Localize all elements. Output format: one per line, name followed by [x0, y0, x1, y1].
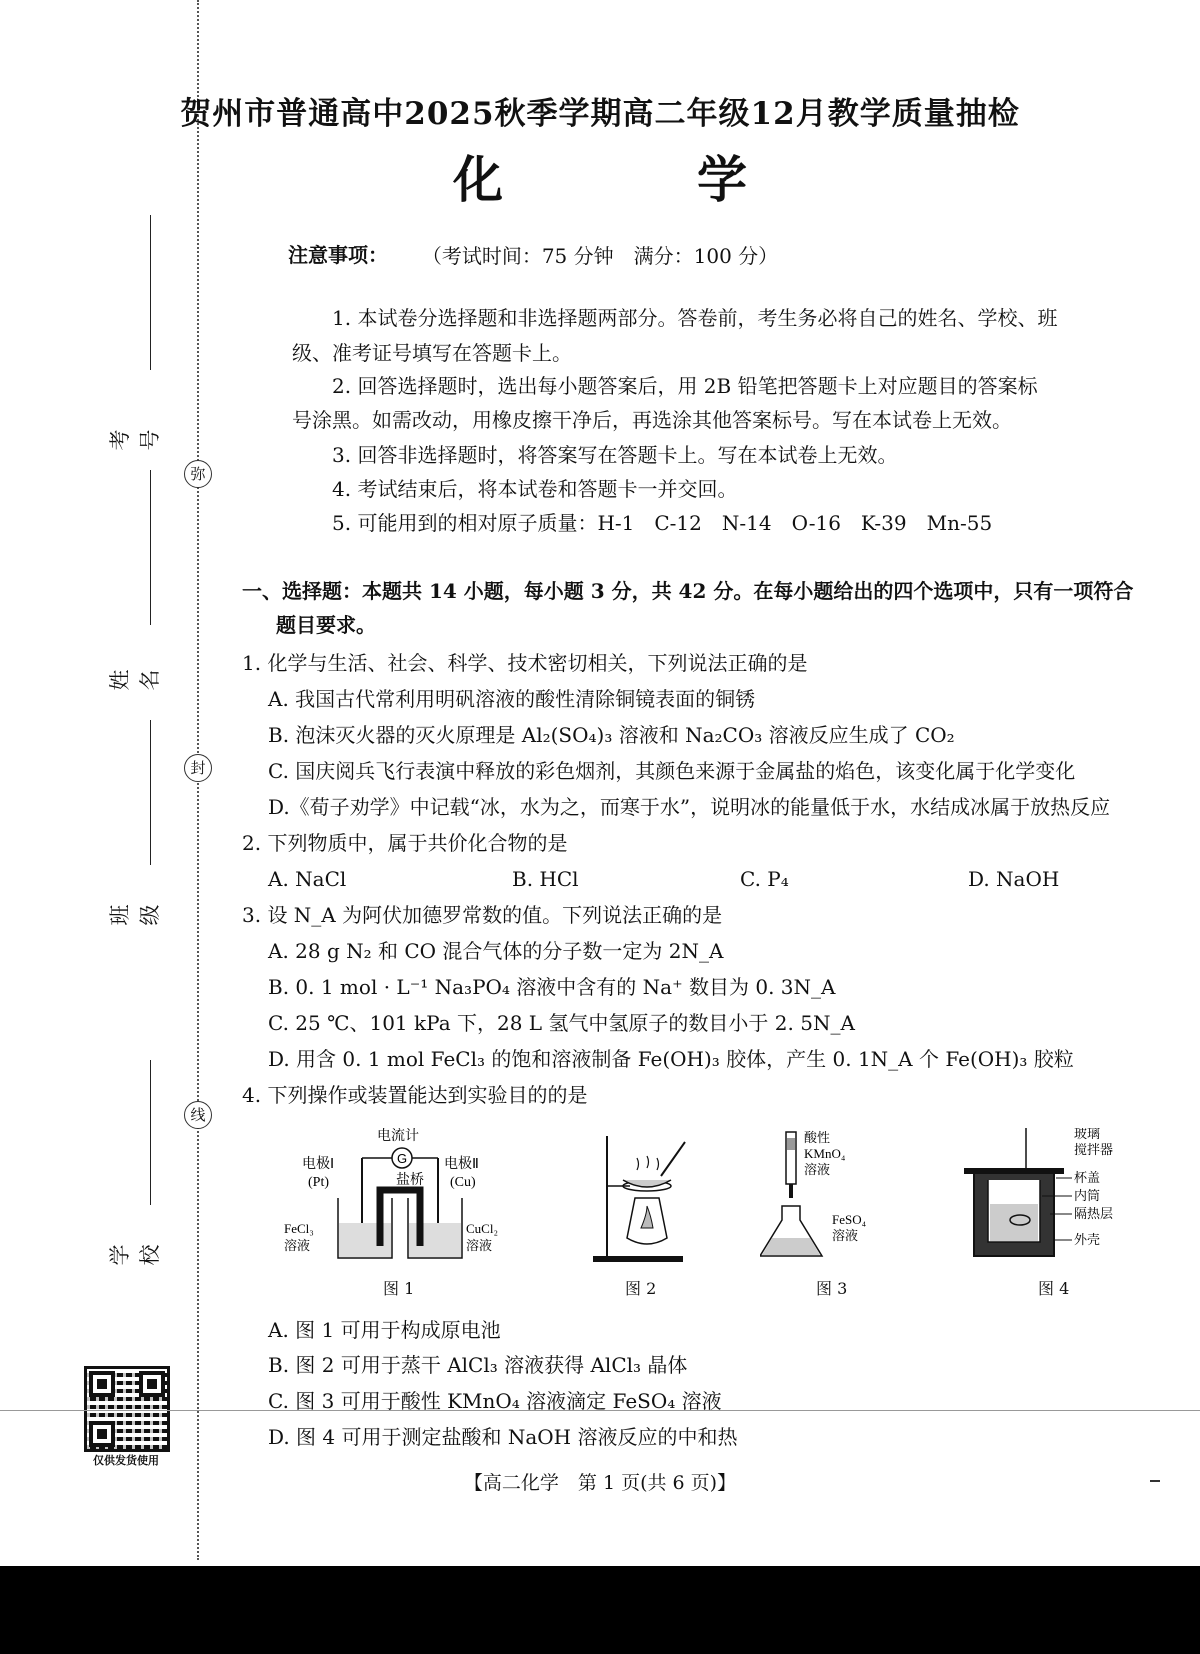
section-heading: 一、选择题：本题共 14 小题，每小题 3 分，共 42 分。在每小题给出的四个选项中，只有一项符合 [242, 579, 1134, 603]
q3-option-d: D. 用含 0. 1 mol FeCl₃ 的饱和溶液制备 Fe(OH)₃ 胶体，产生 0. 1N_A 个 Fe(OH)₃ 胶粒 [268, 1047, 1074, 1071]
section-heading-cont: 题目要求。 [276, 613, 376, 637]
figure-caption: 图 1 [383, 1279, 415, 1298]
exam-title: 贺州市普通高中2025秋季学期高二年级12月教学质量抽检 [180, 96, 1020, 132]
evaporation-diagram [575, 1128, 705, 1268]
exam-info: （考试时间：75 分钟 满分：100 分） [421, 244, 779, 268]
page-footer: 【高二化学 第 1 页(共 6 页)】 [463, 1472, 737, 1494]
figure-caption: 图 3 [816, 1279, 848, 1298]
svg-text:溶液: 溶液 [804, 1162, 831, 1177]
notice-item: 号涂黑。如需改动，用橡皮擦干净后，再选涂其他答案标号。写在本试卷上无效。 [292, 408, 1012, 432]
meter-label: 电流计 [377, 1129, 419, 1144]
svg-text:(Pt): (Pt) [308, 1175, 329, 1190]
q3-stem: 3. 设 N_A 为阿伏加德罗常数的值。下列说法正确的是 [242, 903, 723, 927]
svg-text:KMnO₄: KMnO₄ [804, 1146, 846, 1161]
q3-option-c: C. 25 ℃、101 kPa 下，28 L 氢气中氢原子的数目小于 2. 5N_A [268, 1011, 855, 1035]
calorimeter-diagram [960, 1128, 1130, 1268]
notice-item: 3. 回答非选择题时，将答案写在答题卡上。写在本试卷上无效。 [332, 443, 898, 467]
q2-option-d: D. NaOH [968, 867, 1060, 891]
q1-option-b: B. 泡沫灭火器的灭火原理是 Al₂(SO₄)₃ 溶液和 Na₂CO₃ 溶液反应生成了 CO₂ [268, 723, 955, 747]
scan-black-border [0, 1566, 1200, 1654]
q4-option-a: A. 图 1 可用于构成原电池 [268, 1318, 501, 1342]
q2-option-a: A. NaCl [268, 867, 347, 891]
q2-stem: 2. 下列物质中，属于共价化合物的是 [242, 831, 568, 855]
svg-text:溶液: 溶液 [284, 1238, 311, 1253]
q1-option-a: A. 我国古代常利用明矾溶液的酸性清除铜镜表面的铜锈 [268, 687, 756, 711]
scan-fold-line [0, 1410, 1200, 1411]
figure-3-titration [760, 1128, 910, 1298]
svg-text:CuCl₂: CuCl₂ [466, 1221, 498, 1236]
field-label: 学校 [108, 1244, 162, 1266]
qr-code [84, 1366, 170, 1452]
notice-item: 4. 考试结束后，将本试卷和答题卡一并交回。 [332, 477, 738, 501]
field-line [150, 720, 151, 865]
field-label: 班级 [108, 904, 162, 926]
svg-text:电极Ⅱ: 电极Ⅱ [444, 1157, 479, 1172]
notice-item: 5. 可能用到的相对原子质量：H-1 C-12 N-14 O-16 K-39 Mn-55 [332, 511, 993, 535]
titration-diagram [760, 1128, 910, 1268]
figure-1-galvanic-cell [280, 1128, 520, 1298]
field-label: 考号 [108, 429, 162, 451]
q4-option-c: C. 图 3 可用于酸性 KMnO₄ 溶液滴定 FeSO₄ 溶液 [268, 1389, 722, 1413]
svg-text:玻璃: 玻璃 [1074, 1128, 1101, 1141]
seal-char-xian: 线 [184, 1101, 212, 1129]
field-line [150, 470, 151, 625]
notice-item: 级、准考证号填写在答题卡上。 [292, 341, 572, 365]
galvanometer-symbol: G [397, 1151, 408, 1166]
svg-text:杯盖: 杯盖 [1074, 1170, 1101, 1185]
q1-option-c: C. 国庆阅兵飞行表演中释放的彩色烟剂，其颜色来源于金属盐的焰色，该变化属于化学变化 [268, 759, 1076, 783]
notice-heading: 注意事项： [288, 243, 388, 267]
svg-text:酸性: 酸性 [804, 1130, 831, 1145]
q2-option-c: C. P₄ [740, 867, 789, 891]
svg-text:电极Ⅰ: 电极Ⅰ [302, 1157, 335, 1172]
seal-char-mi: 弥 [184, 460, 212, 488]
q1-stem: 1. 化学与生活、社会、科学、技术密切相关，下列说法正确的是 [242, 651, 808, 675]
svg-text:FeSO₄: FeSO₄ [832, 1212, 867, 1227]
q4-option-b: B. 图 2 可用于蒸干 AlCl₃ 溶液获得 AlCl₃ 晶体 [268, 1353, 688, 1377]
q3-option-a: A. 28 g N₂ 和 CO 混合气体的分子数一定为 2N_A [268, 939, 724, 963]
svg-text:外壳: 外壳 [1074, 1232, 1101, 1247]
q1-option-d: D.《荀子劝学》中记载“冰，水为之，而寒于水”，说明冰的能量低于水，水结成冰属于放热反应 [268, 795, 1111, 819]
field-line [150, 215, 151, 370]
seal-char-feng: 封 [184, 754, 212, 782]
qr-caption: 仅供发货使用 [93, 1454, 159, 1467]
field-label: 姓名 [108, 669, 162, 691]
svg-text:(Cu): (Cu) [450, 1175, 476, 1190]
corner-mark [1150, 1480, 1160, 1482]
field-line [150, 1060, 151, 1205]
svg-text:隔热层: 隔热层 [1074, 1206, 1114, 1221]
q3-option-b: B. 0. 1 mol · L⁻¹ Na₃PO₄ 溶液中含有的 Na⁺ 数目为 0. 3N_A [268, 975, 836, 999]
figure-2-evaporation [575, 1128, 705, 1298]
q4-stem: 4. 下列操作或装置能达到实验目的的是 [242, 1083, 588, 1107]
notice-item: 2. 回答选择题时，选出每小题答案后，用 2B 铅笔把答题卡上对应题目的答案标 [332, 374, 1038, 398]
galvanic-cell-diagram [280, 1128, 520, 1268]
svg-text:FeCl₃: FeCl₃ [284, 1221, 314, 1236]
svg-text:内筒: 内筒 [1074, 1188, 1101, 1203]
subject-title: 化 学 [453, 150, 819, 209]
q4-option-d: D. 图 4 可用于测定盐酸和 NaOH 溶液反应的中和热 [268, 1425, 738, 1449]
svg-text:搅拌器: 搅拌器 [1074, 1142, 1114, 1157]
figure-caption: 图 2 [625, 1279, 657, 1298]
figure-4-calorimeter [960, 1128, 1130, 1298]
svg-text:溶液: 溶液 [832, 1228, 859, 1243]
svg-text:溶液: 溶液 [466, 1238, 493, 1253]
figure-caption: 图 4 [1038, 1279, 1070, 1298]
q2-option-b: B. HCl [512, 867, 579, 891]
svg-text:盐桥: 盐桥 [396, 1173, 424, 1188]
notice-item: 1. 本试卷分选择题和非选择题两部分。答卷前，考生务必将自己的姓名、学校、班 [332, 306, 1058, 330]
